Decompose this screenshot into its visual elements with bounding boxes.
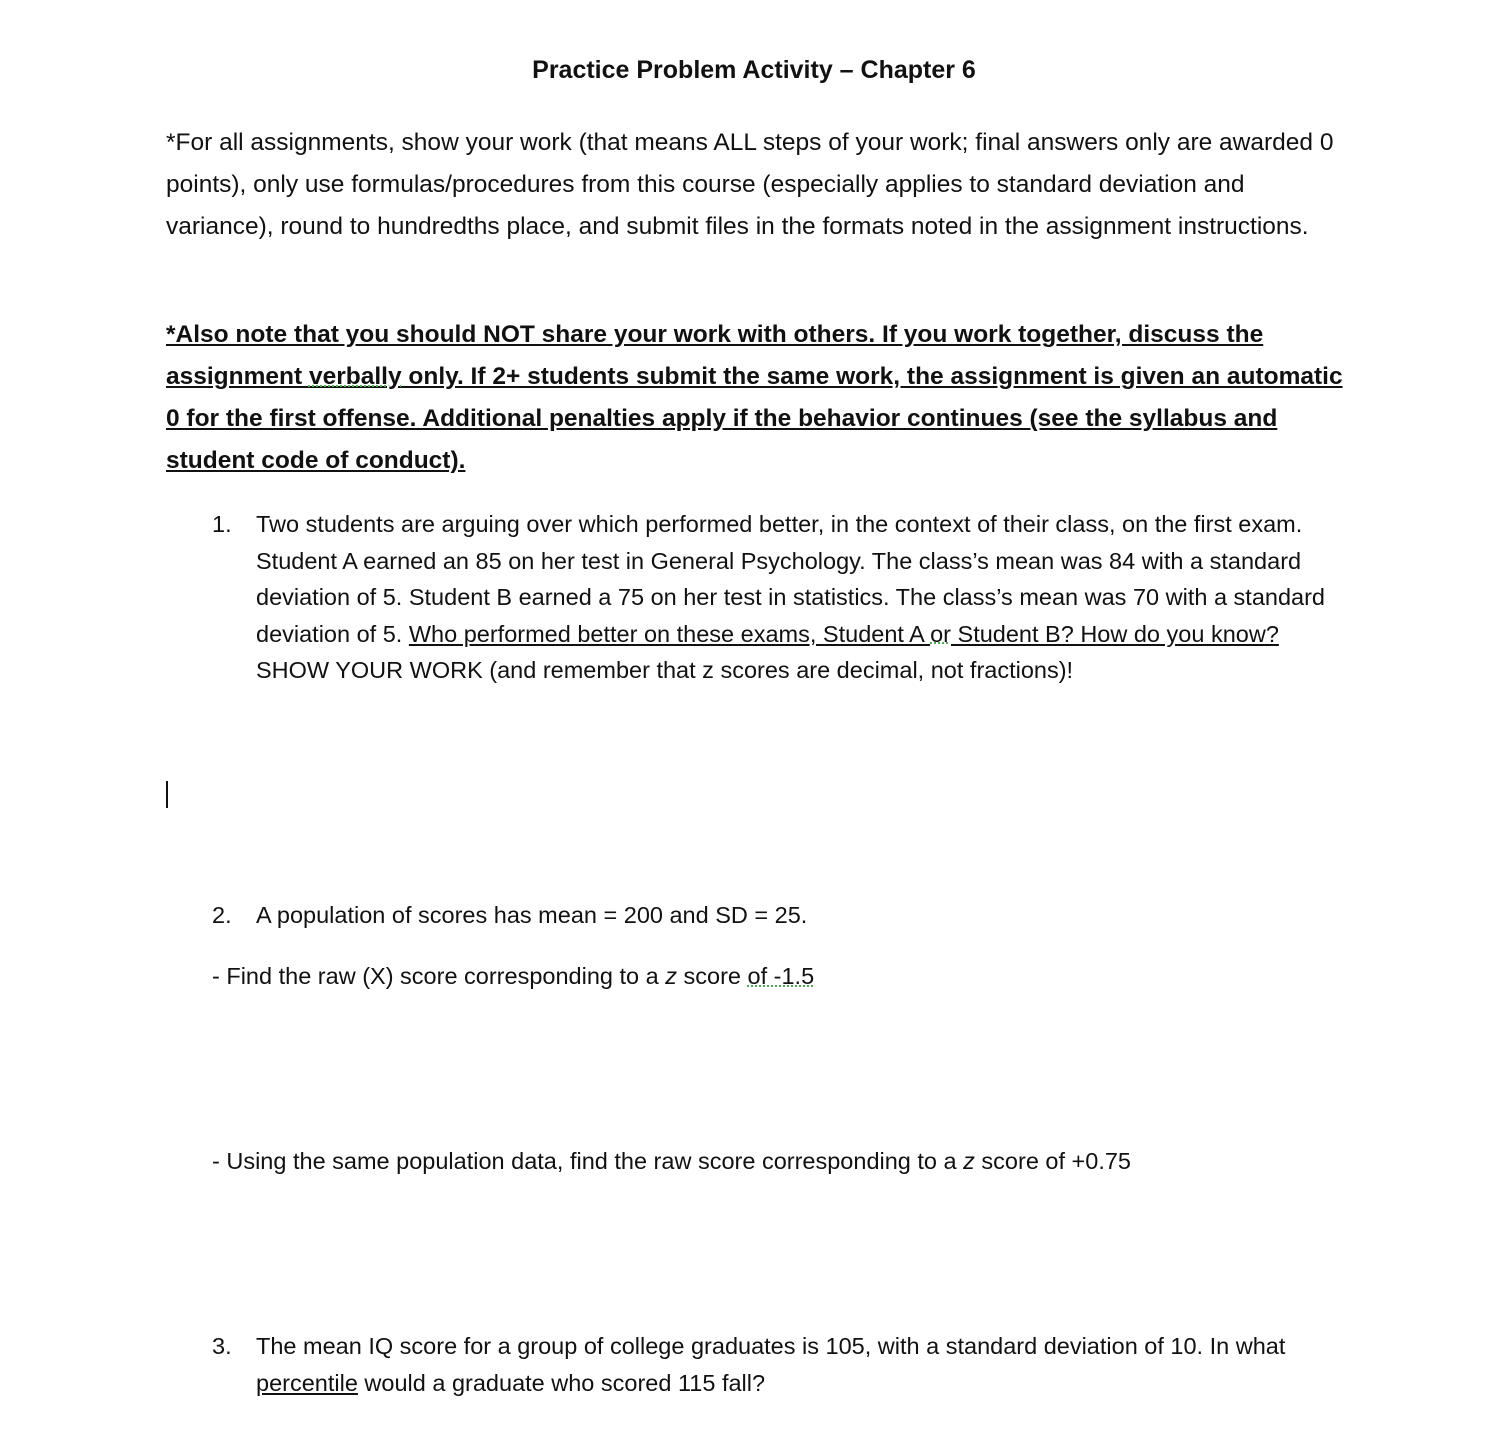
- spellcheck-flag-or[interactable]: or: [930, 620, 951, 647]
- question-3: [212, 1328, 1342, 1401]
- instructions-paragraph: *For all assignments, show your work (that means ALL steps of your work; final answers only are awarded 0 points), only use formulas/procedures from this course (especially applies to standard deviation and variance), round to hundredths place, and submit files in the formats noted in the assignment instructions.: [166, 129, 1334, 240]
- question-1-underlined-a: Who performed better on these exams, Student A: [408, 620, 931, 647]
- z-symbol: z: [963, 1148, 975, 1174]
- question-2-part-a: [212, 958, 1412, 994]
- question-2: [212, 897, 1342, 934]
- question-2-part-a-text: - Find the raw (X) score corresponding to a: [212, 963, 666, 989]
- question-1-number: 1.: [212, 511, 232, 537]
- question-3-number: 3.: [212, 1333, 232, 1359]
- question-1: [212, 506, 1342, 689]
- question-1-text-b: SHOW YOUR WORK (and remember that z scores are decimal, not fractions)!: [256, 657, 1074, 683]
- question-1-text-a: Two students are arguing over which performed better, in the context of their class, on the first exam. Student A earned an 85 on her test in General Psychology. The class’s mean was 84 with a standard deviation of 5. Student B earned a 75 on her test in statistics. The class’s mean was 70 with a standard deviation of 5.: [256, 511, 1325, 647]
- question-3-text-b: would a graduate who scored 115 fall?: [357, 1369, 766, 1396]
- question-2-part-b: [212, 1143, 1412, 1179]
- academic-integrity-warning: [166, 314, 1346, 482]
- warning-text-2: only. If 2+ students submit the same work, the assignment is given an automatic 0 for the first offense. Additional penalties apply if the behavior continues (see the syllabus and student code of conduct).: [166, 363, 1343, 474]
- question-2-part-b-score: score of +0.75: [974, 1148, 1132, 1174]
- spellcheck-flag-of-value[interactable]: of -1.5: [747, 963, 815, 989]
- page-title: Practice Problem Activity – Chapter 6: [532, 56, 976, 84]
- warning-text-1: *Also note that you should NOT share your work with others. If you work together, discuss the assignment: [166, 321, 1264, 390]
- question-3-text: [256, 1328, 1342, 1401]
- text-cursor[interactable]: [166, 781, 168, 808]
- question-2-part-a-score: score: [676, 963, 748, 989]
- question-3-text-a: The mean IQ score for a group of college graduates is 105, with a standard deviation of 10. In what: [256, 1333, 1286, 1359]
- question-1-underlined-b: Student B? How do you know?: [950, 620, 1279, 647]
- question-2-text: A population of scores has mean = 200 and SD = 25.: [256, 902, 808, 928]
- z-symbol: z: [665, 963, 677, 989]
- spellcheck-flag-verbally[interactable]: verbally: [308, 363, 402, 390]
- question-3-underlined: percentile: [256, 1369, 358, 1396]
- question-2-part-b-text: - Using the same population data, find the raw score corresponding to a: [212, 1148, 964, 1174]
- question-1-text: [256, 506, 1342, 689]
- question-2-number: 2.: [212, 902, 232, 928]
